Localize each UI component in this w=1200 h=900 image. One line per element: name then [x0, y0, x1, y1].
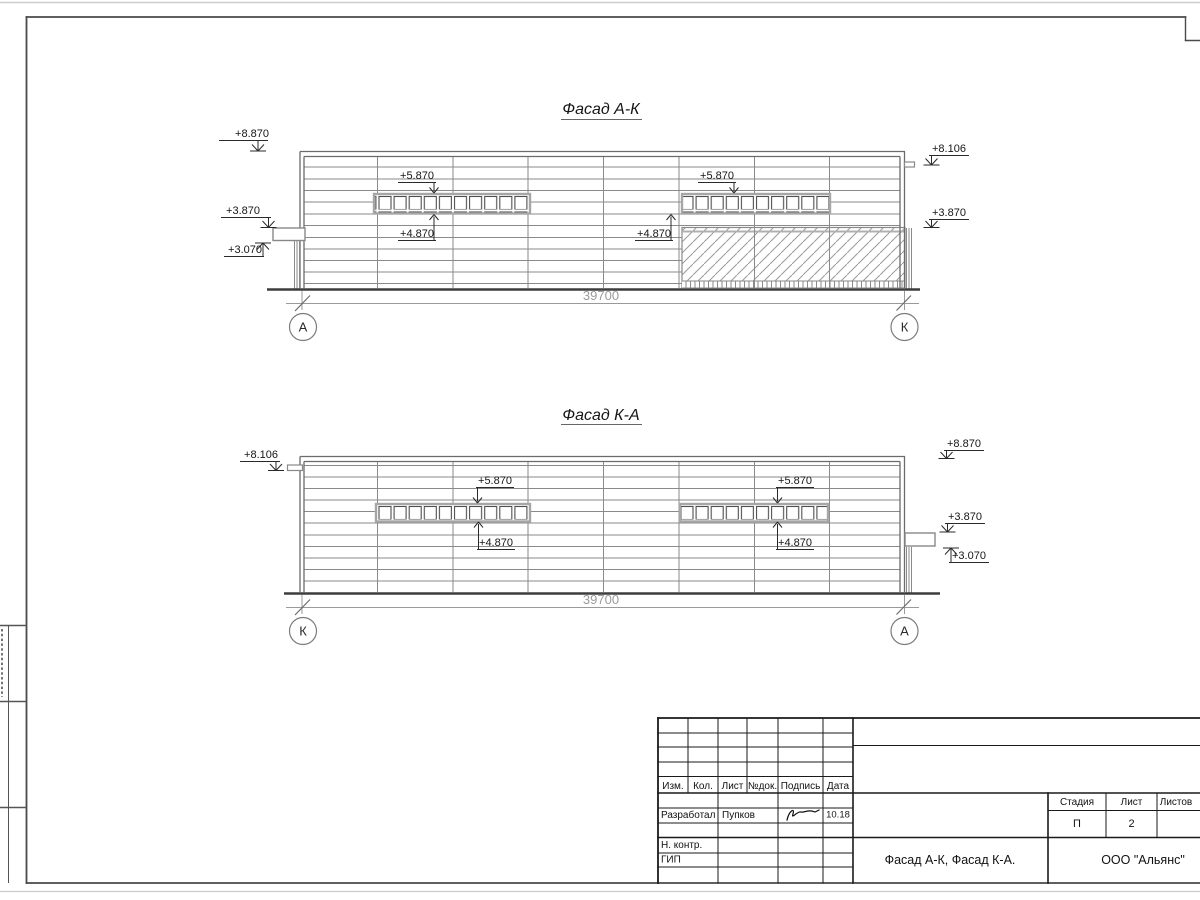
elev-mark	[221, 218, 277, 228]
stage-label: Стадия	[1059, 797, 1095, 808]
doc-title: Фасад А-К, Фасад К-А.	[884, 853, 1016, 867]
dimension-value: 39700	[582, 288, 620, 303]
elev-mark	[219, 141, 268, 152]
sheet-frame	[0, 3, 1200, 892]
win-label: +4.870	[778, 537, 812, 549]
elev-label: +3.070	[228, 244, 262, 256]
win-label: +4.870	[637, 228, 671, 240]
window-band-1	[374, 194, 530, 214]
role-developed: Разработал	[661, 810, 716, 821]
elev-mark	[940, 524, 986, 533]
facade-ak-title: Фасад А-К	[562, 101, 640, 118]
signature	[787, 810, 819, 820]
rev-header-doc: №док.	[747, 781, 778, 792]
axis-letter-k: К	[900, 319, 909, 335]
corner-posts	[907, 547, 912, 593]
roof-tab-left	[288, 465, 303, 471]
sheet-label: Лист	[1120, 797, 1143, 808]
dimension-value: 39700	[582, 592, 620, 607]
elev-label: +8.106	[932, 143, 966, 155]
hatched-wall-section	[682, 228, 905, 288]
elevation-marks-ka	[240, 451, 989, 563]
elev-label: +8.870	[235, 128, 269, 140]
win-callout	[773, 488, 814, 504]
elev-mark	[924, 220, 970, 228]
sheet-value: 2	[1128, 818, 1135, 830]
win-label: +4.870	[400, 228, 434, 240]
elev-label: +3.870	[226, 205, 260, 217]
axis-letter-a: А	[298, 319, 308, 335]
facade-ka-drawing	[240, 407, 989, 645]
win-callout	[473, 488, 514, 504]
title-block	[658, 718, 1200, 883]
column-lines	[378, 462, 830, 593]
window-band-2	[680, 504, 828, 522]
window-band-2	[682, 194, 830, 214]
facade-ak-drawing	[219, 101, 969, 341]
dimension-ka	[286, 592, 919, 645]
rev-header-kol: Кол.	[693, 781, 713, 792]
developed-date: 10.18	[826, 809, 850, 821]
role-norm-control: Н. контр.	[661, 840, 703, 851]
axis-letter-k: К	[299, 623, 307, 639]
left-margin-stamp	[0, 626, 27, 884]
elev-label: +8.870	[947, 438, 981, 450]
rev-header-sign: Подпись	[780, 781, 821, 792]
role-gip: ГИП	[661, 854, 681, 866]
win-callout	[398, 183, 439, 194]
rev-header-list: Лист	[721, 781, 744, 792]
rev-header-date: Дата	[826, 781, 850, 792]
elev-label: +3.070	[952, 550, 986, 562]
company-name: ООО "Альянс"	[1101, 853, 1185, 867]
elev-mark	[939, 451, 985, 459]
win-label: +5.870	[400, 170, 434, 182]
sheets-label: Листов	[1159, 797, 1193, 808]
developed-name: Пупков	[722, 810, 755, 821]
stage-value: П	[1073, 818, 1081, 830]
elev-mark	[240, 462, 284, 471]
canopy-right	[905, 533, 935, 546]
elev-label: +3.870	[948, 511, 982, 523]
elev-label: +8.106	[244, 449, 278, 461]
facade-ka-title: Фасад К-А	[562, 407, 640, 424]
rev-header-izm: Изм.	[662, 781, 684, 792]
win-callout	[698, 183, 739, 194]
roof-tab-right	[905, 162, 915, 167]
window-band-1	[376, 504, 530, 522]
win-label: +5.870	[778, 475, 812, 487]
win-label: +4.870	[479, 537, 513, 549]
elev-mark	[924, 156, 970, 166]
win-label: +5.870	[478, 475, 512, 487]
dimension-ak	[286, 288, 919, 341]
axis-letter-a: А	[900, 623, 909, 639]
elev-label: +3.870	[932, 207, 966, 219]
win-label: +5.870	[700, 170, 734, 182]
canopy-left	[273, 228, 305, 241]
